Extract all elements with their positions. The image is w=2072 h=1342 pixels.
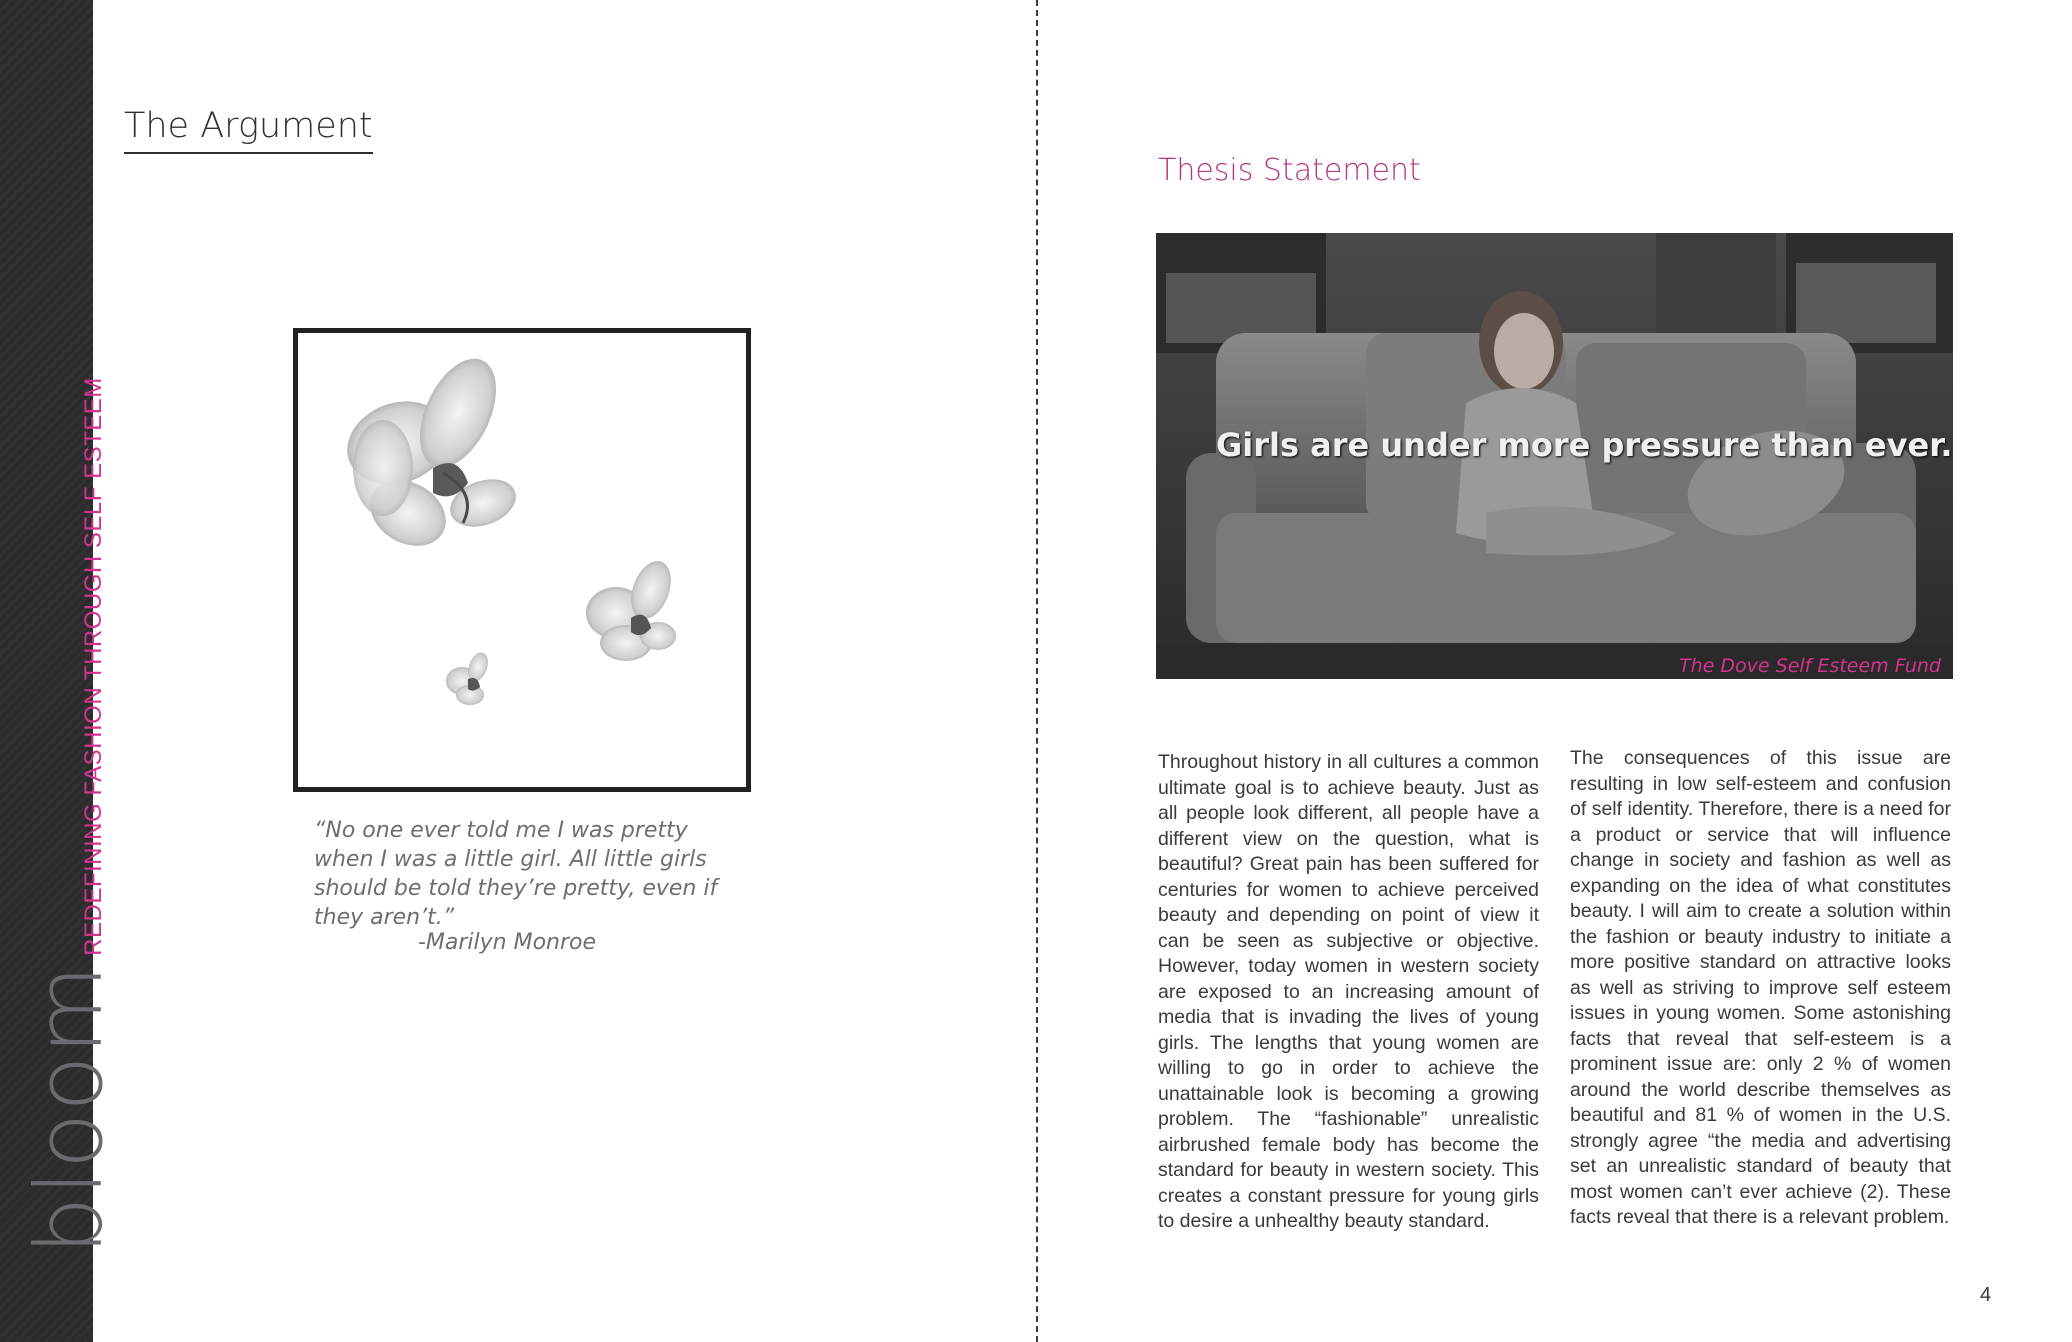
brand-logo: bloom [16, 963, 123, 1255]
photo-caption-overlay: Girls are under more pressure than ever. [1216, 426, 1953, 464]
body-column-right: The consequences of this issue are resulting in low self-esteem and confusion of self identity. Therefore, there is a need for a product or service that will influence change in society and fashion as well as expanding on the idea of what constitutes beauty. I will aim to create a solution within the fashion or beauty industry to initiate a more positive standard on attractive looks as well as striving to improve self esteem issues in young women. Some astonishing facts that reveal that self-esteem is a prominent issue are: only 2 % of women around the world describe themselves as beautiful and 81 % of women in the U.S. strongly agree “the media and advertising set an unrealistic standard of beauty that most women can’t ever achieve (2). These facts reveal that there is a relevant problem. [1570, 747, 1951, 1228]
page-number: 4 [1980, 1284, 1992, 1306]
page-title-thesis: Thesis Statement [1158, 153, 1421, 188]
page-title-argument: The Argument [124, 106, 373, 154]
sidebar-branding [16, 377, 123, 1255]
thesis-photo [1156, 233, 1953, 679]
photo-credit: The Dove Self Esteem Fund [1679, 655, 1941, 677]
quote-text: “No one ever told me I was pretty when I was a little girl. All little girls should be told they’re pretty, even if they aren’t.” [314, 818, 718, 930]
brand-tagline: REDEFINING FASHION THROUGH SELF ESTEEM [80, 377, 107, 956]
page-divider [1036, 0, 1038, 1342]
body-column-left: Throughout history in all cultures a common ultimate goal is to achieve beauty. Just as all people look different, all people have a different view on the question, what is beautiful? Great pain has been suffered for centuries for women to achieve perceived beauty and depending on point of view it can be seen as subjective or objective. However, today women in western society are exposed to an increasing amount of media that is invading the lives of young girls. The lengths that young women are willing to go in order to achieve the unattainable look is becoming a growing problem. The “fashionable” unrealistic airbrushed female body has become the standard for beauty in western society. This creates a constant pressure for young girls to desire a unhealthy beauty standard. [1158, 751, 1539, 1232]
orchid-flowers-illustration [293, 328, 751, 792]
sidebar [0, 0, 123, 1342]
quote-author: -Marilyn Monroe [417, 930, 597, 955]
orchid-icon [298, 333, 746, 787]
